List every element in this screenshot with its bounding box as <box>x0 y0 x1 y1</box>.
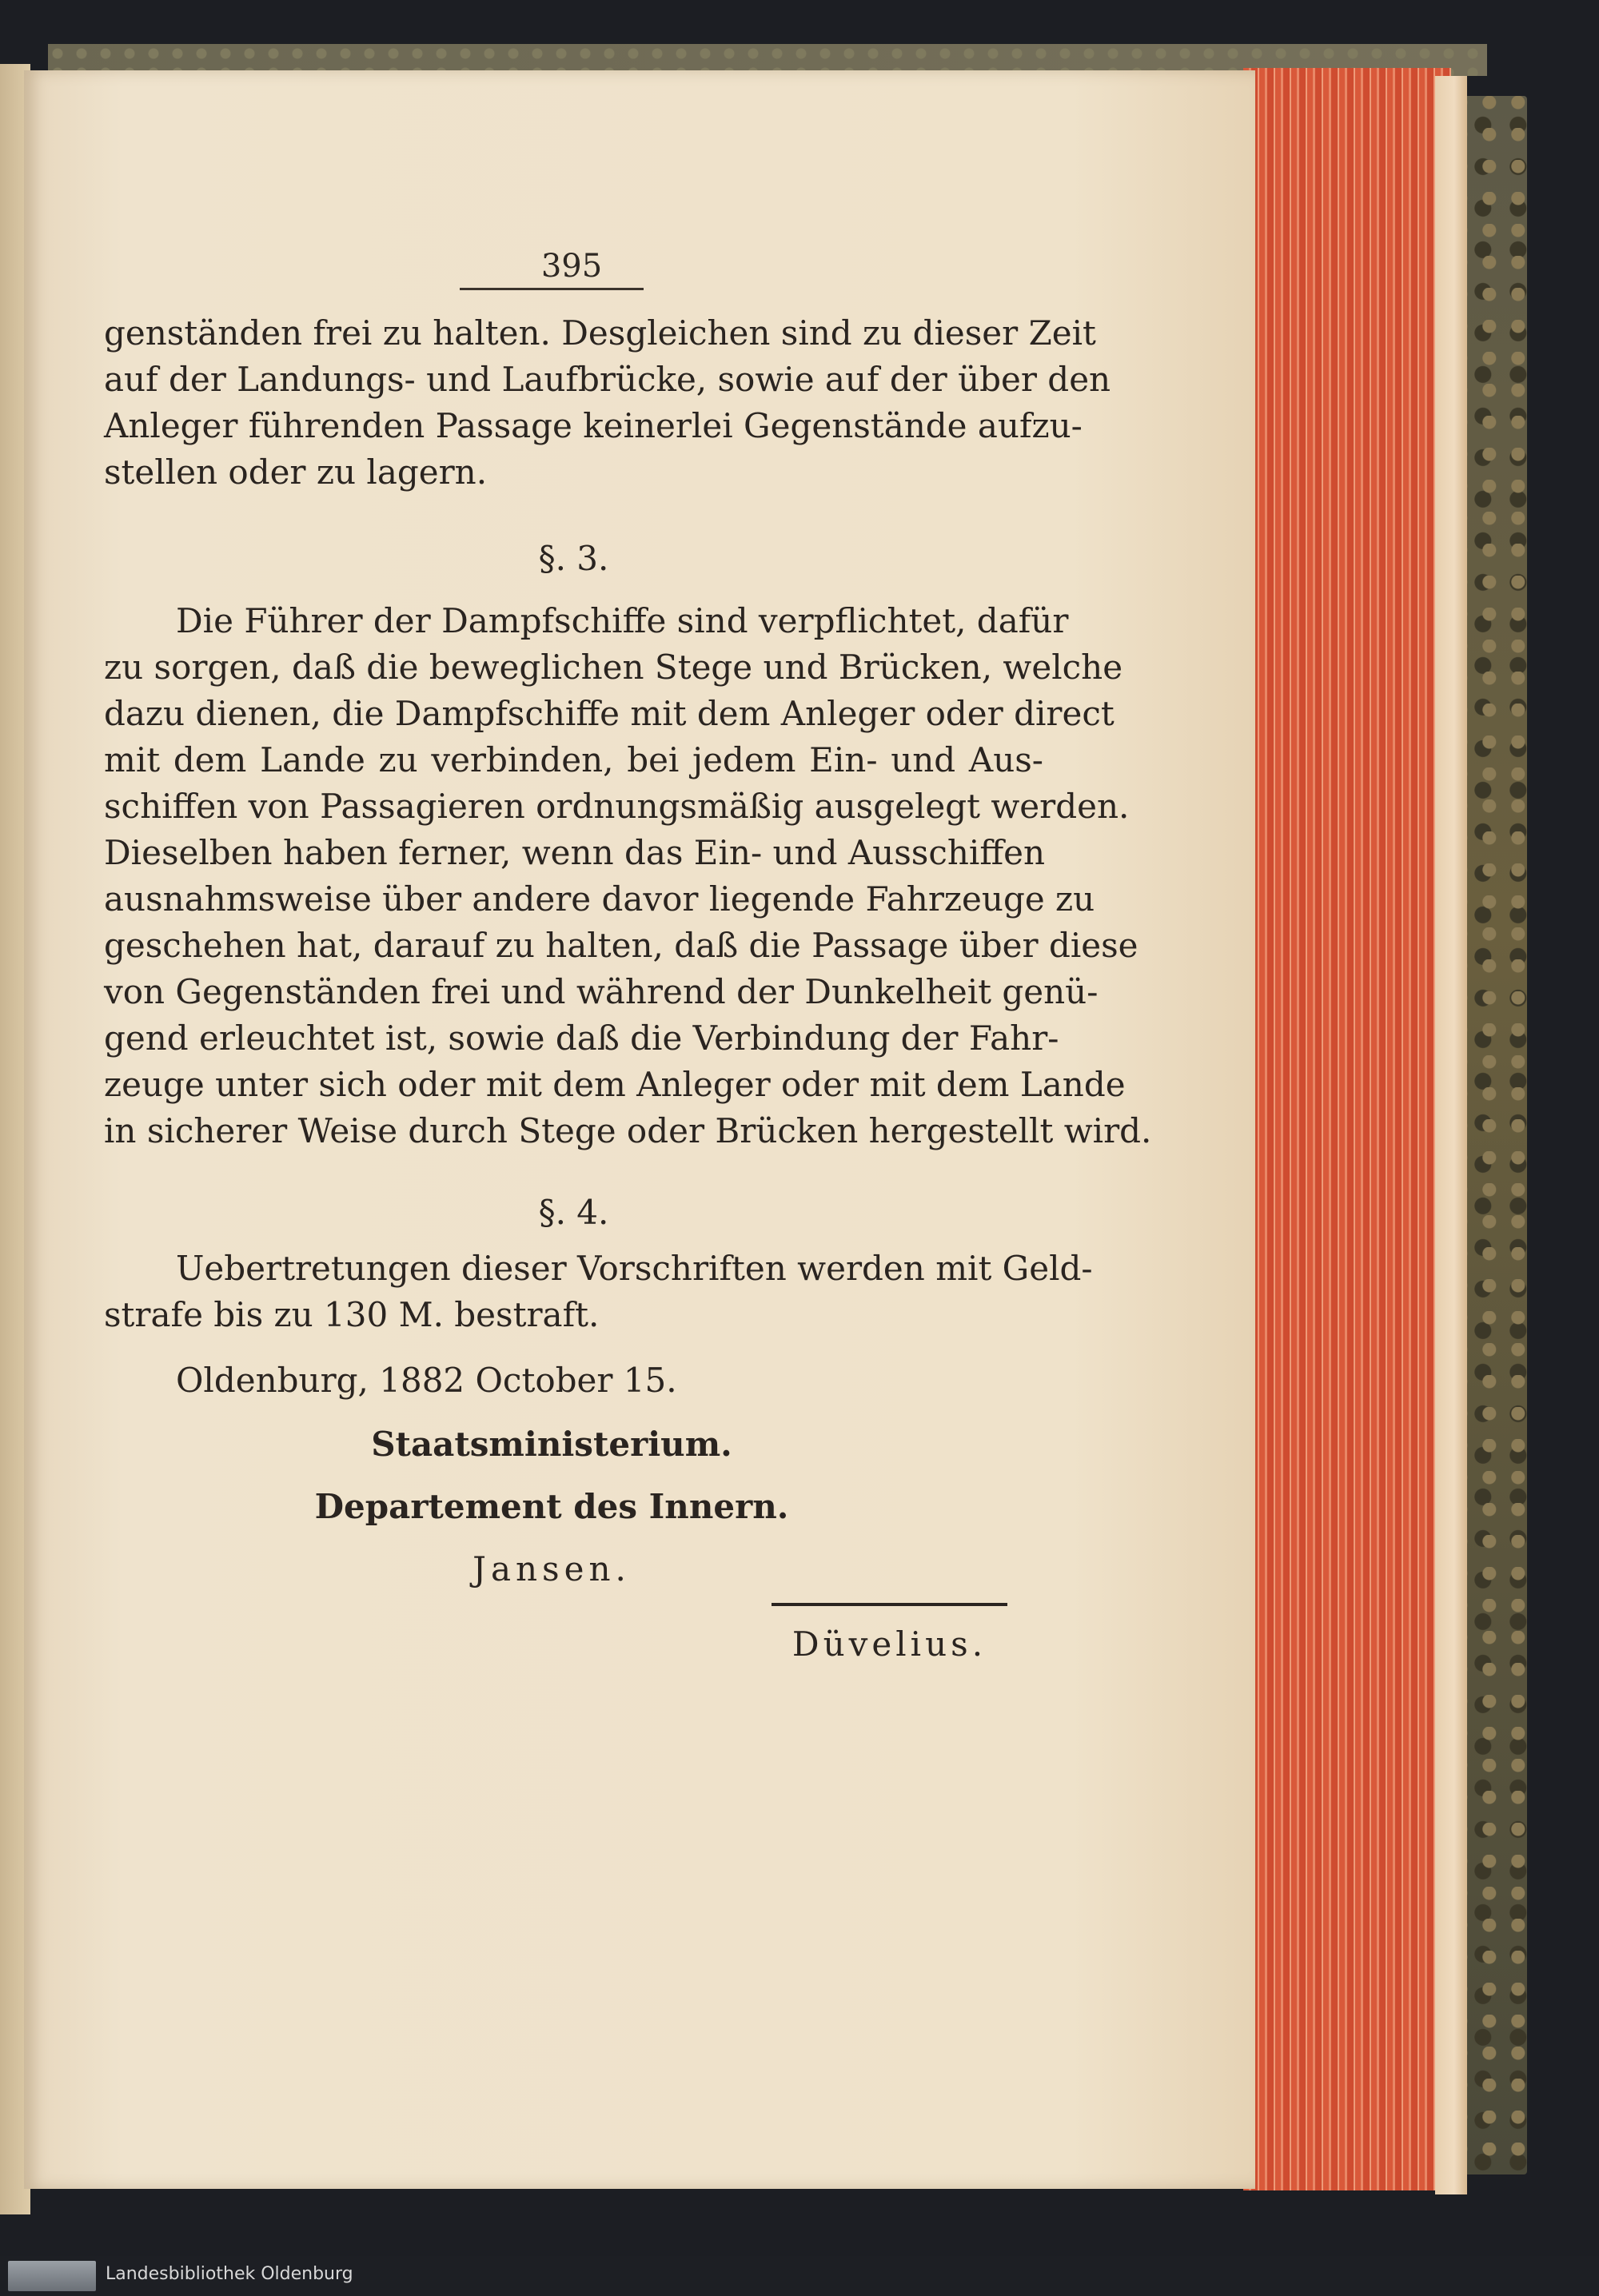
signature-rule <box>772 1603 1007 1606</box>
text-line: Anleger führenden Passage keinerlei Gegenstände aufzu- <box>104 406 1083 445</box>
footer-bar <box>0 2256 1599 2296</box>
text-line: genständen frei zu halten. Desgleichen sind zu dieser Zeit <box>104 313 1096 353</box>
signatory-name: Jansen. <box>473 1549 631 1588</box>
section-heading: §. 3. <box>538 539 609 578</box>
text-line: zu sorgen, daß die beweglichen Stege und Brücken, welche <box>104 648 1123 687</box>
text-line: von Gegenständen frei und während der Dunkelheit genü- <box>104 972 1099 1011</box>
place-date: Oldenburg, 1882 October 15. <box>176 1361 677 1400</box>
library-name: Landesbibliothek Oldenburg <box>106 2264 353 2284</box>
text-line: schiffen von Passagieren ordnungsmäßig ausgelegt werden. <box>104 787 1130 826</box>
text-line: Uebertretungen dieser Vorschriften werden mit Geld- <box>176 1249 1093 1288</box>
page-number-rule <box>460 288 644 290</box>
page-number: 395 <box>540 248 603 285</box>
section-heading: §. 4. <box>538 1193 609 1232</box>
text-line: in sicherer Weise durch Stege oder Brücken hergestellt wird. <box>104 1111 1152 1150</box>
book-page <box>24 70 1255 2189</box>
text-line: mit dem Lande zu verbinden, bei jedem Ein- und Aus- <box>104 740 1043 779</box>
library-logo-icon <box>8 2261 96 2291</box>
text-line: Die Führer der Dampfschiffe sind verpflichtet, dafür <box>176 601 1069 640</box>
text-line: zeuge unter sich oder mit dem Anleger oder mit dem Lande <box>104 1065 1126 1104</box>
countersign-name: Düvelius. <box>792 1624 987 1664</box>
red-page-edges <box>1243 68 1451 2190</box>
cream-page-edges <box>1435 76 1467 2194</box>
text-line: ausnahmsweise über andere davor liegende Fahrzeuge zu <box>104 879 1095 919</box>
department-name: Departement des Innern. <box>314 1487 789 1526</box>
text-line: geschehen hat, darauf zu halten, daß die Passage über diese <box>104 926 1138 965</box>
text-line: gend erleuchtet ist, sowie daß die Verbindung der Fahr- <box>104 1018 1059 1058</box>
text-line: auf der Landungs- und Laufbrücke, sowie auf der über den <box>104 360 1111 399</box>
authority-name: Staatsministerium. <box>371 1425 732 1464</box>
text-line: dazu dienen, die Dampfschiffe mit dem Anleger oder direct <box>104 694 1115 733</box>
text-line: stellen oder zu lagern. <box>104 452 488 492</box>
text-line: Dieselben haben ferner, wenn das Ein- und Ausschiffen <box>104 833 1046 872</box>
text-line: strafe bis zu 130 M. bestraft. <box>104 1295 600 1334</box>
